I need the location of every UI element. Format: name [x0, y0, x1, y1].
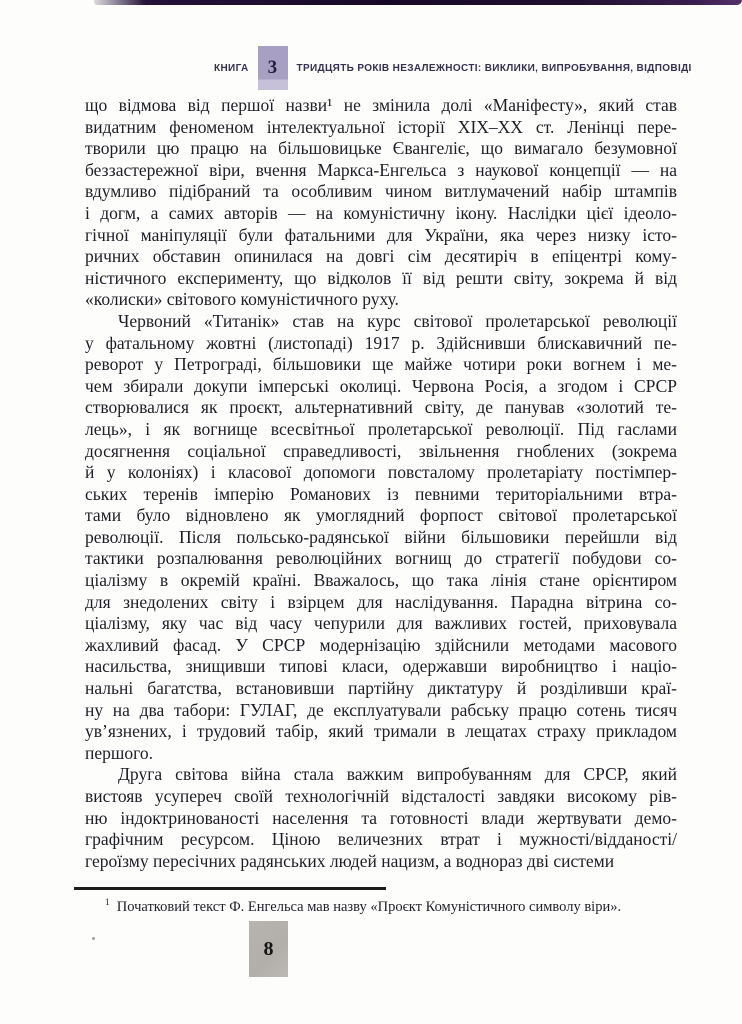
text-line: ціалізму в окремій країні. Вважалось, що така лінія стане орієнтиром — [85, 570, 677, 591]
book-number-badge — [258, 46, 288, 90]
book-label: КНИГА — [214, 62, 249, 74]
text-line: тактики розпалювання революційних вогнищ до стратегії побудови со- — [85, 548, 677, 569]
text-line: жахливий фасад. У СРСР модернізацію здійснили методами масового — [85, 634, 677, 655]
text-line: у фатальному жовтні (листопаді) 1917 р. Здійснивши блискавичний пе- — [85, 332, 677, 353]
running-title: ТРИДЦЯТЬ РОКІВ НЕЗАЛЕЖНОСТІ: ВИКЛИКИ, ВИПРОБУВАННЯ, ВІДПОВІДІ — [296, 62, 692, 74]
footnote — [84, 894, 670, 917]
text-line: ув’язнених, і трудовий табір, який тримали в лещатах страху прикладом — [85, 721, 677, 742]
text-line: беззастережної віри, вчення Маркса-Енгельса з наукової концепції — на — [85, 159, 677, 180]
text-line: чем збирали докупи імперські околиці. Червона Росія, а згодом і СРСР — [85, 375, 677, 396]
page-number-box — [249, 921, 288, 977]
book-number: 3 — [267, 57, 278, 78]
text-line: для знедолених світу і взірцем для наслідування. Парадна вітрина со- — [85, 591, 677, 612]
page-body — [85, 95, 677, 872]
text-line: лець», і як вогнище всесвітньої пролетарської революції. Під гаслами — [85, 418, 677, 439]
text-line: Червоний «Титанік» став на курс світової пролетарської революції — [118, 310, 677, 331]
text-line: гічної маніпуляції були фатальними для України, яка через низку істо- — [85, 224, 677, 245]
text-line: вистояв усупереч своїй технологічній відсталості завдяки високому рів- — [85, 786, 677, 806]
text-line: ну на два табори: ГУЛАГ, де експлуатували рабську працю сотень тисяч — [85, 699, 677, 720]
footnote-text: Початковий текст Ф. Енгельса мав назву «Проєкт Комуністичного символу віри». — [116, 898, 622, 915]
text-line: вдумливо підібраний та особливим чином витлумачений набір штампів — [85, 181, 677, 202]
scan-speck — [92, 937, 95, 940]
text-line: що відмова від першої назви¹ не змінила долі «Маніфесту», який став — [85, 95, 677, 115]
text-line: ністичного експерименту, що відколов її від решти світу, зокрема й від — [85, 267, 677, 288]
text-line: «колиски» світового комуністичного руху. — [85, 289, 399, 310]
text-line: творили цю працю на більшовицьке Євангеліє, що вимагало безумовної — [85, 138, 677, 159]
running-header — [214, 46, 692, 90]
text-line: тами було відновлено як умоглядний форпост світової пролетарської — [85, 505, 677, 526]
text-line: ричних обставин опинилася на довгі сім десятиріч в епіцентрі кому- — [85, 246, 677, 267]
text-line: створювалися як проєкт, альтернативний світу, де панував «золотий те- — [85, 397, 677, 418]
text-line: ціалізму, яку час від часу чепурили для важливих гостей, приховувала — [85, 613, 677, 634]
text-line: першого. — [85, 742, 153, 763]
footnote-marker: 1 — [105, 898, 110, 908]
text-line: видатним феноменом інтелектуальної історії XIX–XX ст. Ленінці пере- — [85, 116, 677, 137]
text-line: ських теренів імперію Романових із певними територіальними втра- — [85, 483, 677, 504]
text-line: насильства, знищивши типові класи, одержавши виробництво і націо- — [85, 656, 677, 677]
text-line: ню індоктринованості населення та готовності влади жертвувати демо- — [85, 807, 677, 828]
text-line: досягнення соціальної справедливості, звільнення гноблених (зокрема — [85, 440, 677, 461]
text-line: революції. Після польсько-радянської війни більшовики перейшли від — [85, 526, 677, 547]
text-line: героїзму пересічних радянських людей нацизм, а воднораз дві системи — [85, 850, 615, 871]
page-number: 8 — [263, 937, 274, 960]
footnote-rule — [74, 887, 386, 890]
text-line: й у колоніях) і класової допомоги повсталому пролетаріату постімпер- — [85, 462, 677, 483]
text-line: реворот у Петрограді, більшовики ще майже чотири роки вогнем і ме- — [85, 354, 677, 375]
text-line: і догм, а самих авторів — на комуністичну ікону. Наслідки цієї ідеоло- — [85, 202, 677, 223]
page-top-edge-shadow — [94, 0, 742, 5]
text-line: графічним ресурсом. Ціною величезних втрат і мужності/відданості/ — [85, 829, 677, 850]
text-line: нальні багатства, встановивши партійну диктатуру й розділивши краї- — [85, 678, 677, 699]
text-line: Друга світова війна стала важким випробуванням для СРСР, який — [118, 764, 677, 785]
